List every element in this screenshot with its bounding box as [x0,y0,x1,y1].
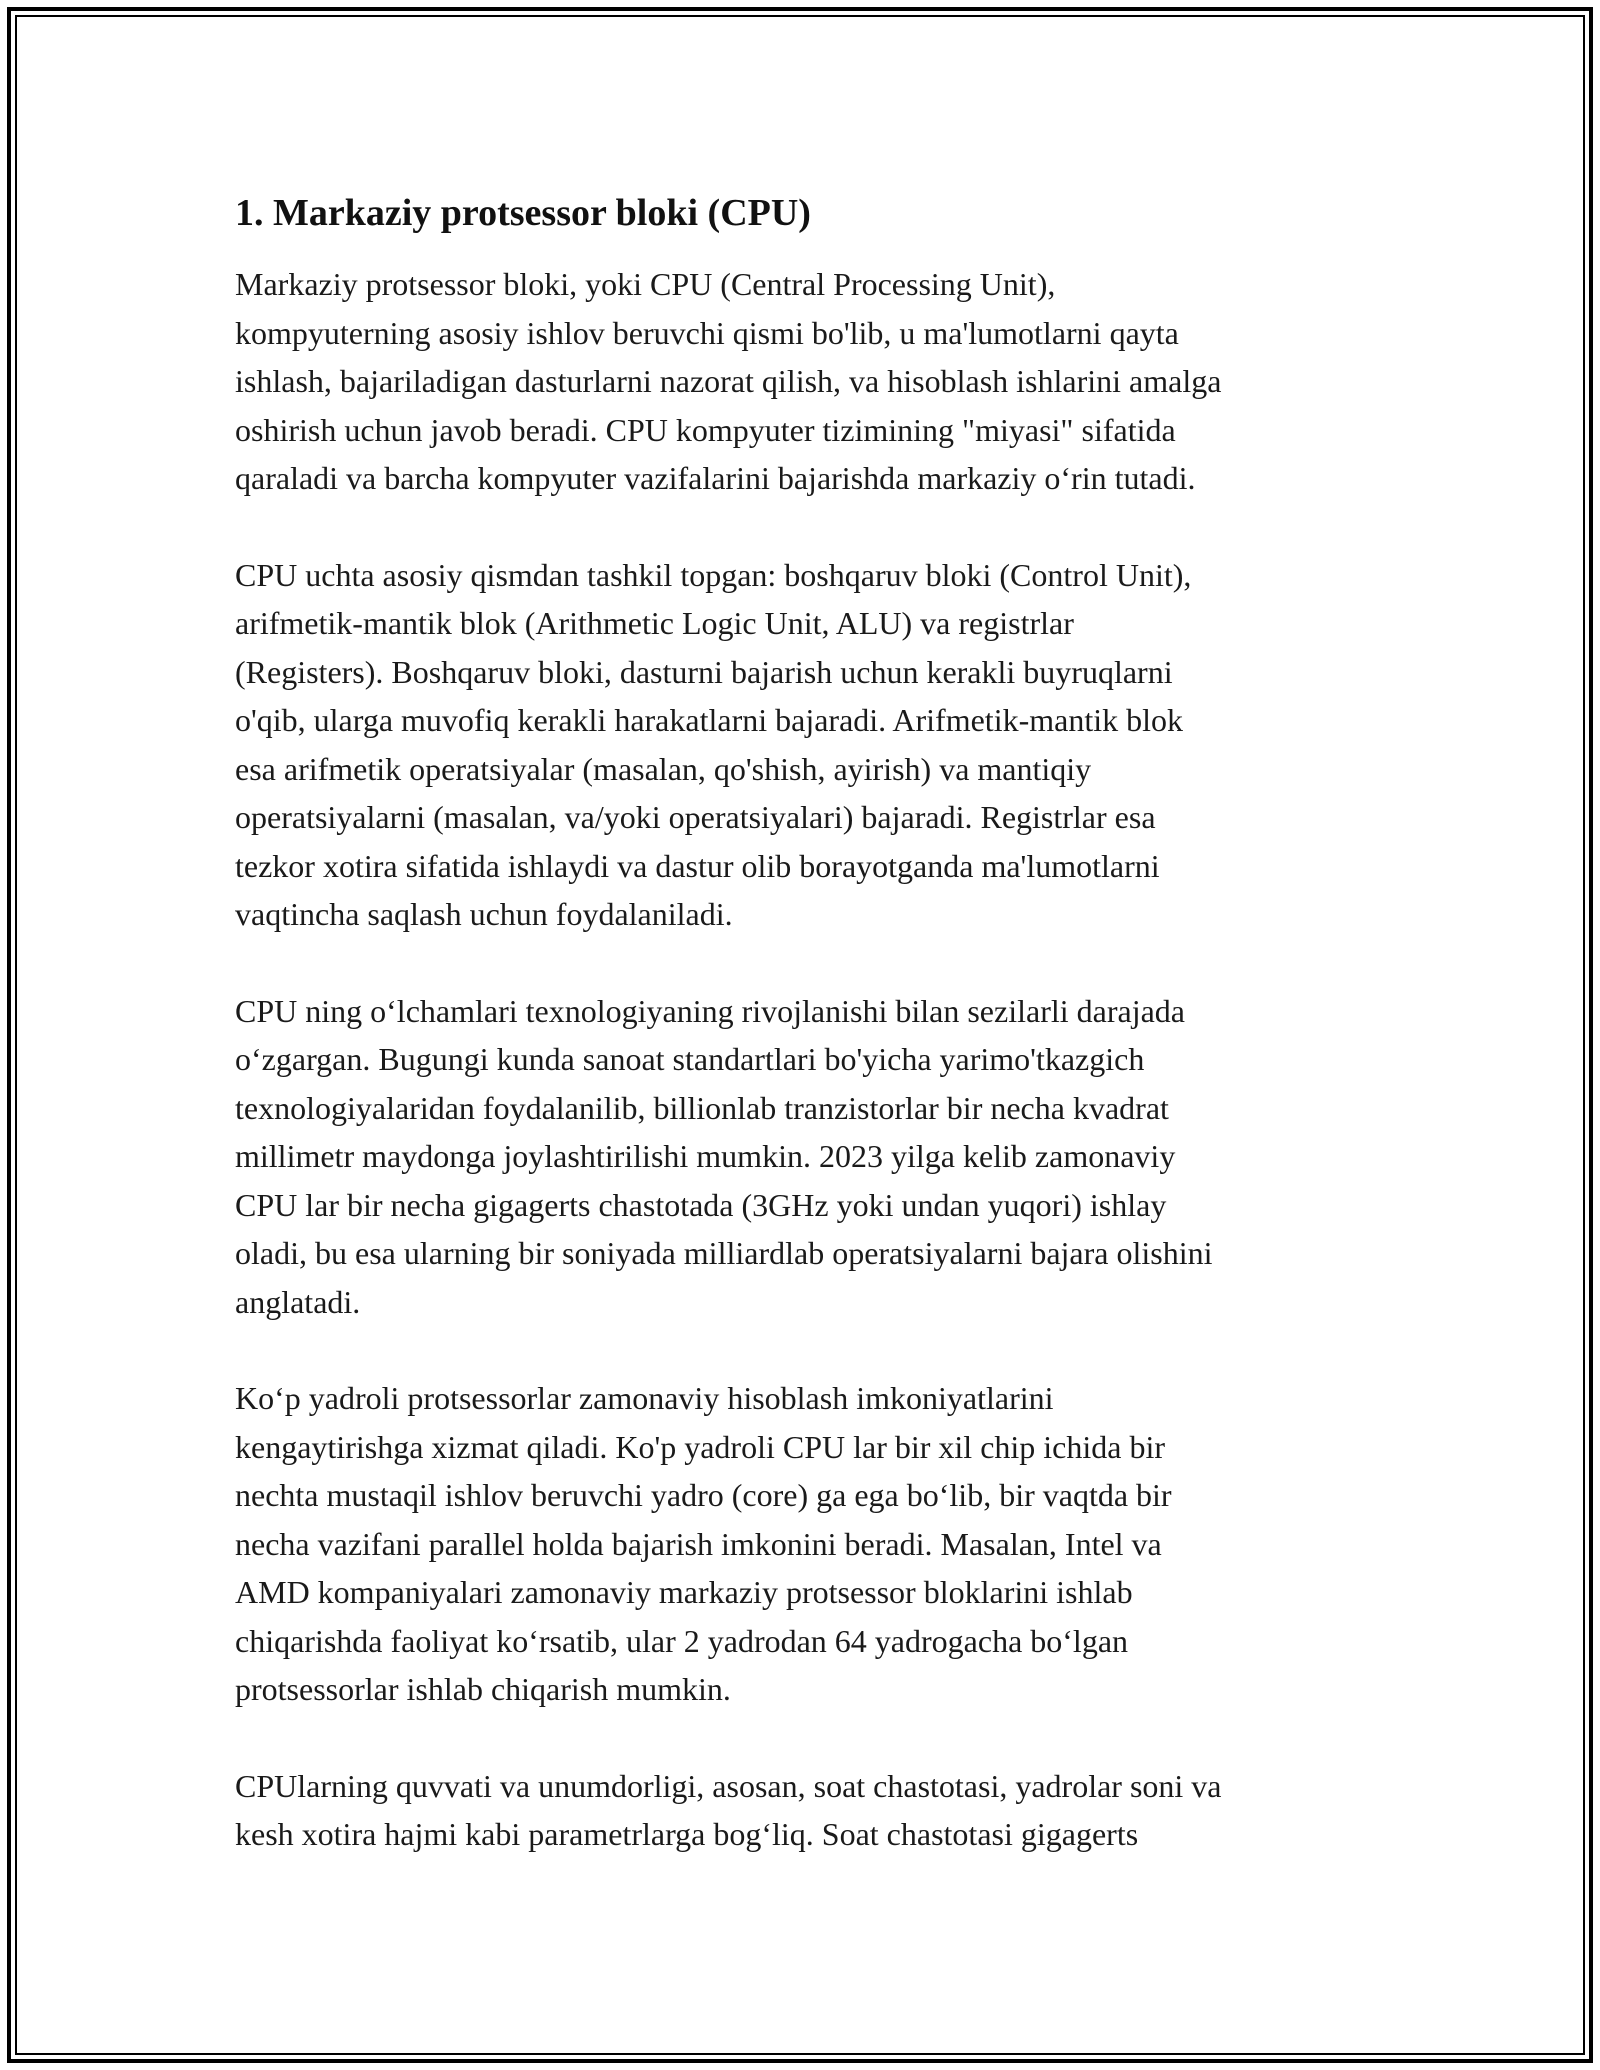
text-line: anglatadi. [235,1283,361,1320]
text-line: necha vazifani parallel holda bajarish imkonini beradi. Masalan, Intel va [235,1525,1162,1562]
paragraph-cpu-components [235,551,1375,939]
text-line: Markaziy protsessor bloki, yoki CPU (Central Processing Unit), [235,266,1056,302]
text-line: kompyuterning asosiy ishlov beruvchi qismi bo'lib, u ma'lumotlarni qayta [235,314,1179,351]
text-line: vaqtincha saqlash uchun foydalaniladi. [235,896,733,932]
text-line: operatsiyalarni (masalan, va/yoki operatsiyalari) bajaradi. Registrlar esa [235,799,1156,835]
text-line: protsessorlar ishlab chiqarish mumkin. [235,1671,731,1707]
text-line: AMD kompaniyalari zamonaviy markaziy protsessor bloklarini ishlab [235,1574,1133,1610]
text-line: arifmetik-mantik blok (Arithmetic Logic Unit, ALU) va registrlar [235,605,1074,641]
paragraph-multicore [235,1374,1375,1714]
text-line: oshirish uchun javob beradi. CPU kompyuter tizimining "miyasi" sifatida [235,411,1176,448]
text-line: texnologiyalaridan foydalanilib, billionlab tranzistorlar bir necha kvadrat [235,1089,1169,1126]
text-line: oʻzgargan. Bugungi kunda sanoat standartlari bo'yicha yarimo'tkazgich [235,1041,1145,1077]
text-line: CPU ning oʻlchamlari texnologiyaning rivojlanishi bilan sezilarli darajada [235,992,1185,1029]
document-body [235,186,1375,1907]
text-line: CPUlarning quvvati va unumdorligi, asosan, soat chastotasi, yadrolar soni va [235,1767,1222,1804]
text-line: kesh xotira hajmi kabi parametrlarga bogʻliq. Soat chastotasi gigagerts [235,1816,1139,1852]
text-line: oladi, bu esa ularning bir soniyada milliardlab operatsiyalarni bajara olishini [235,1235,1213,1271]
text-line: chiqarishda faoliyat koʻrsatib, ular 2 yadrodan 64 yadrogacha boʻlgan [235,1622,1129,1659]
text-line: Koʻp yadroli protsessorlar zamonaviy hisoblash imkoniyatlarini [235,1380,1054,1416]
text-line: esa arifmetik operatsiyalar (masalan, qo'shish, ayirish) va mantiqiy [235,750,1092,787]
text-line: (Registers). Boshqaruv bloki, dasturni bajarish uchun kerakli buyruqlarni [235,653,1173,690]
paragraph-performance [235,1762,1375,1859]
text-line: CPU lar bir necha gigagerts chastotada (3GHz yoki undan yuqori) ishlay [235,1186,1167,1223]
text-line: o'qib, ularga muvofiq kerakli harakatlarni bajaradi. Arifmetik-mantik blok [235,702,1183,738]
paragraph-cpu-definition [235,260,1375,503]
paragraph-cpu-size [235,987,1375,1327]
text-line: qaraladi va barcha kompyuter vazifalarini bajarishda markaziy oʻrin tutadi. [235,460,1196,496]
text-line: millimetr maydonga joylashtirilishi mumkin. 2023 yilga kelib zamonaviy [235,1138,1176,1174]
section-heading: 1. Markaziy protsessor bloki (CPU) [235,192,811,234]
text-line: kengaytirishga xizmat qiladi. Ko'p yadroli CPU lar bir xil chip ichida bir [235,1428,1166,1465]
text-line: nechta mustaqil ishlov beruvchi yadro (core) ga ega boʻlib, bir vaqtda bir [235,1477,1172,1513]
text-line: tezkor xotira sifatida ishlaydi va dastur olib borayotganda ma'lumotlarni [235,847,1160,884]
text-line: ishlash, bajariladigan dasturlarni nazorat qilish, va hisoblash ishlarini amalga [235,363,1222,399]
text-line: CPU uchta asosiy qismdan tashkil topgan: boshqaruv bloki (Control Unit), [235,556,1192,593]
